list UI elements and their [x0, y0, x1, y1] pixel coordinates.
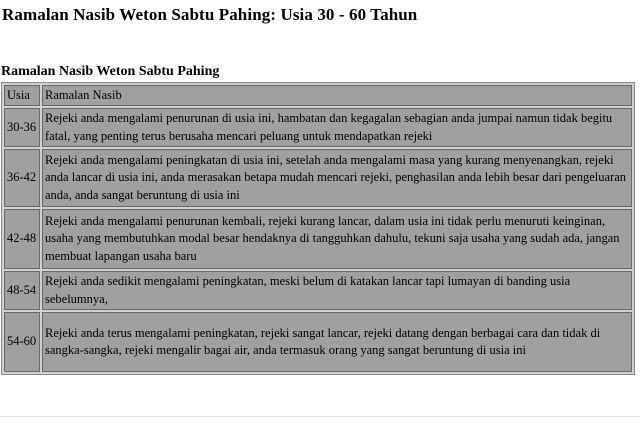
fortune-cell: Rejeki anda mengalami penurunan di usia ini, hambatan dan kegagalan sebagian anda jumpai namun tidak begitu fatal, yang penting terus berusaha mencari peluang untuk mendapatkan rejeki [42, 108, 632, 147]
fortune-table [1, 82, 635, 375]
bottom-divider [0, 416, 640, 417]
page-title: Ramalan Nasib Weton Sabtu Pahing: Usia 30 - 60 Tahun [2, 5, 418, 24]
header-age: Usia [4, 85, 40, 106]
table-header-row [4, 85, 632, 106]
table-row [4, 209, 632, 269]
age-cell: 30-36 [4, 108, 40, 147]
age-cell: 42-48 [4, 209, 40, 269]
table-row [4, 312, 632, 372]
fortune-cell: Rejeki anda mengalami peningkatan di usia ini, setelah anda mengalami masa yang kurang menyenangkan, rejeki anda lancar di usia ini, anda merasakan betapa mudah mencari rejeki, penghasilan anda lebih besar dari pengeluaran anda, anda sangat beruntung di usia ini [42, 149, 632, 207]
table-row [4, 149, 632, 207]
fortune-cell: Rejeki anda sedikit mengalami peningkatan, meski belum di katakan lancar tapi lumayan di banding usia sebelumnya, [42, 271, 632, 310]
age-cell: 36-42 [4, 149, 40, 207]
table-row [4, 271, 632, 310]
header-fortune: Ramalan Nasib [42, 85, 632, 106]
fortune-cell: Rejeki anda mengalami penurunan kembali, rejeki kurang lancar, dalam usia ini tidak perlu menuruti keinginan, usaha yang membutuhkan modal besar hendaknya di tangguhkan dahulu, tekuni saja usaha yang sudah ada, jangan membuat lapangan usaha baru [42, 209, 632, 269]
fortune-cell: Rejeki anda terus mengalami peningkatan, rejeki sangat lancar, rejeki datang dengan berbagai cara dan tidak di sangka-sangka, rejeki mengalir bagai air, anda termasuk orang yang sangat beruntung di usia ini [42, 312, 632, 372]
table-caption: Ramalan Nasib Weton Sabtu Pahing [1, 64, 220, 79]
table-row [4, 108, 632, 147]
age-cell: 48-54 [4, 271, 40, 310]
age-cell: 54-60 [4, 312, 40, 372]
